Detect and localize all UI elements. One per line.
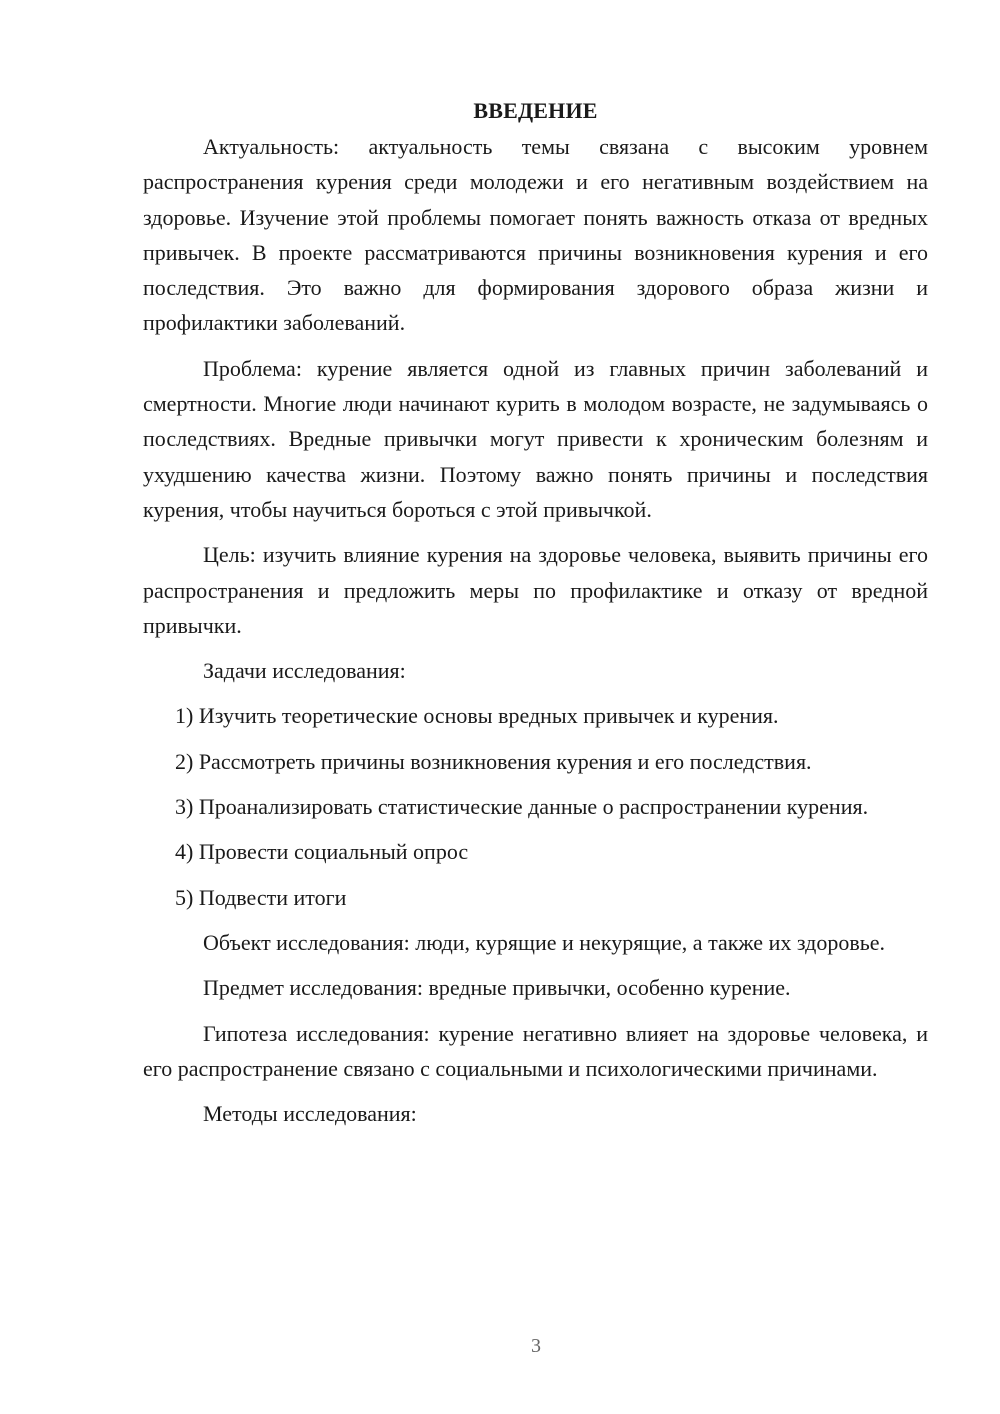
- relevance-paragraph: Актуальность: актуальность темы связана с высоким уровнем распространения курения среди молодежи и его негативным воздействием на здоровье. Изучение этой проблемы помогает понять важность отказа от вредных привычек. В проекте рассматриваются причины возникновения курения и его последствия. Это важно для формирования здорового образа жизни и профилактики заболеваний.: [143, 134, 928, 336]
- object-paragraph: Объект исследования: люди, курящие и некурящие, а также их здоровье.: [203, 929, 886, 955]
- goal-paragraph: Цель: изучить влияние курения на здоровье человека, выявить причины его распространения и предложить меры по профилактике и отказу от вредной привычки.: [143, 542, 928, 638]
- task-item: 2) Рассмотреть причины возникновения курения и его последствия.: [175, 748, 812, 774]
- task-item: 4) Провести социальный опрос: [175, 839, 469, 865]
- task-item: 1) Изучить теоретические основы вредных привычек и курения.: [175, 703, 779, 729]
- task-item: 3) Проанализировать статистические данные о распространении курения.: [175, 794, 869, 820]
- problem-paragraph: Проблема: курение является одной из главных причин заболеваний и смертности. Многие люди начинают курить в молодом возрасте, не задумываясь о последствиях. Вредные привычки могут привести к хроническим болезням и ухудшению качества жизни. Поэтому важно понять причины и последствия курения, чтобы научиться бороться с этой привычкой.: [143, 355, 928, 522]
- hypothesis-paragraph: Гипотеза исследования: курение негативно влияет на здоровье человека, и его распространение связано с социальными и психологическими причинами.: [143, 1020, 928, 1081]
- page-content: [143, 93, 928, 1141]
- section-heading: ВВЕДЕНИЕ: [473, 98, 598, 123]
- task-item: 5) Подвести итоги: [175, 884, 347, 910]
- methods-heading: Методы исследования:: [203, 1101, 417, 1127]
- tasks-heading: Задачи исследования:: [203, 658, 406, 684]
- subject-paragraph: Предмет исследования: вредные привычки, особенно курение.: [203, 975, 791, 1001]
- page-number: 3: [531, 1335, 541, 1357]
